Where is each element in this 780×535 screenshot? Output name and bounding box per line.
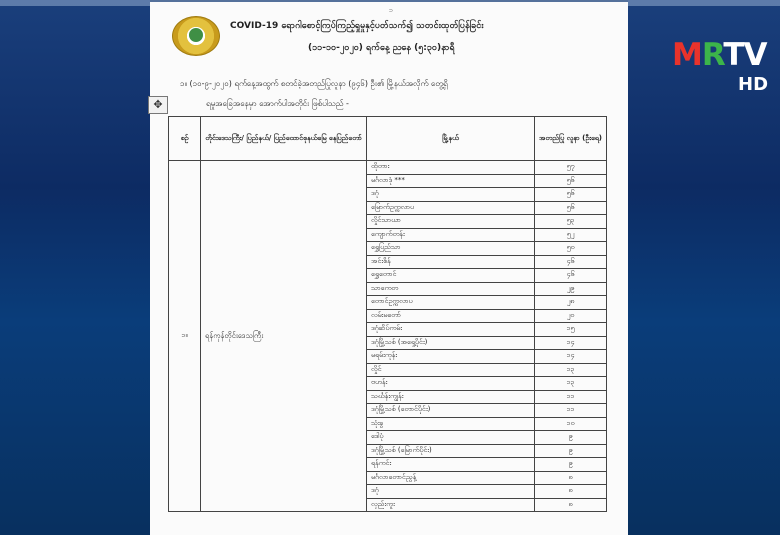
count-cell: ၁၄	[535, 350, 607, 364]
count-cell: ၁၀	[535, 417, 607, 431]
count-cell: ၁၃	[535, 363, 607, 377]
document-title-line1: COVID-19 ရောဂါစောင့်ကြပ်ကြည့်ရှုမှုနှင့်ပတ်သက်၍ သတင်းထုတ်ပြန်ခြင်း	[230, 21, 484, 31]
township-cell: ဗဟန်း	[367, 377, 535, 391]
township-cell: မင်္ဂလာတောင်ညွန့်	[367, 471, 535, 485]
township-cell: အင်းစိန်	[367, 255, 535, 269]
count-cell: ၁၁	[535, 390, 607, 404]
intro-paragraph-line1: ၁။ (၁၀-၉-၂၀၂၀) ရက်နေ့အထွက် စတင်ခဲ့အတည်ပြုလူနာ (၉၄၆) ဦး၏ မြို့နယ်အလိုက် တွေ့ရှိ	[180, 79, 448, 88]
count-cell: ၅၆	[535, 174, 607, 188]
table-row	[169, 161, 607, 175]
header-region: တိုင်းဒေသကြီး/ ပြည်နယ်/ ပြည်ထောင်စုနယ်မြေ နေပြည်တော်	[201, 117, 367, 161]
row-index: ၁။	[169, 161, 201, 512]
move-icon[interactable]: ✥	[148, 96, 168, 114]
count-cell: ၄၆	[535, 255, 607, 269]
table-header-row	[169, 117, 607, 161]
count-cell: ၂၈	[535, 296, 607, 310]
township-cell: ဒေါပုံ	[367, 431, 535, 445]
header-no: စဉ်	[169, 117, 201, 161]
logo-letter-r: R	[701, 37, 724, 73]
township-cell: သင်္ဃန်းကျွန်း	[367, 390, 535, 404]
count-cell: ၁၄	[535, 336, 607, 350]
township-cell: မင်္ဂလာဒုံ ***	[367, 174, 535, 188]
township-cell: လမ်းမတော်	[367, 309, 535, 323]
township-cell: ဒဂုံမြို့သစ် (မြောက်ပိုင်း)	[367, 444, 535, 458]
township-case-table	[168, 116, 607, 512]
logo-letters-tv: TV	[723, 37, 767, 73]
mrtv-logo	[672, 37, 767, 73]
count-cell: ၅၀	[535, 242, 607, 256]
count-cell: ၈	[535, 498, 607, 512]
township-cell: သာကေတ	[367, 282, 535, 296]
township-cell: မြောက်ဥက္ကလာပ	[367, 201, 535, 215]
count-cell: ၄၆	[535, 269, 607, 283]
township-cell: ကျောက်တန်း	[367, 228, 535, 242]
count-cell: ၅၃	[535, 215, 607, 229]
logo-letter-m: M	[672, 37, 702, 73]
township-cell: ဒဂုံ	[367, 188, 535, 202]
table-body	[169, 161, 607, 512]
ministry-seal-icon	[172, 16, 220, 56]
count-cell: ၅၆	[535, 188, 607, 202]
count-cell: ၈	[535, 471, 607, 485]
township-cell: လှိုင်	[367, 363, 535, 377]
count-cell: ၉	[535, 431, 607, 445]
count-cell: ၉	[535, 444, 607, 458]
township-cell: ဒဂုံမြို့သစ် (အရှေ့ပိုင်း)	[367, 336, 535, 350]
count-cell: ၅၂	[535, 228, 607, 242]
background-left-panel	[0, 0, 150, 535]
header-count: အတည်ပြု လူနာ (ဦးရေ)	[535, 117, 607, 161]
township-cell: ဒဂုံ	[367, 485, 535, 499]
count-cell: ၁၅	[535, 323, 607, 337]
count-cell: ၅၇	[535, 161, 607, 175]
region-name: ရန်ကုန်တိုင်းဒေသကြီး	[201, 161, 367, 512]
township-cell: လှည်းကူး	[367, 498, 535, 512]
township-cell: တောင်ဥက္ကလာပ	[367, 296, 535, 310]
count-cell: ၈	[535, 485, 607, 499]
count-cell: ၂၉	[535, 282, 607, 296]
township-cell: သုံးခွ	[367, 417, 535, 431]
township-cell: လှိုင်သာယာ	[367, 215, 535, 229]
document-page	[150, 2, 628, 535]
intro-paragraph-line2: ရမှုအခြေအနေမှာ အောက်ပါအတိုင်း ဖြစ်ပါသည် -	[206, 99, 349, 108]
count-cell: ၁၃	[535, 377, 607, 391]
township-cell: ဒဂုံမြို့သစ် (တောင်ပိုင်း)	[367, 404, 535, 418]
count-cell: ၉	[535, 458, 607, 472]
township-cell: ရွှေတောင်	[367, 269, 535, 283]
township-cell: ရွှေပြည်သာ	[367, 242, 535, 256]
header-township: မြို့နယ်	[367, 117, 535, 161]
page-number: ၁	[389, 6, 393, 14]
township-cell: ဒဂုံဆိပ်ကမ်း	[367, 323, 535, 337]
document-title-line2: (၁၁-၁၀-၂၀၂၀) ရက်နေ့ ညနေ (၅:၃၀)နာရီ	[308, 43, 455, 53]
count-cell: ၁၁	[535, 404, 607, 418]
count-cell: ၅၆	[535, 201, 607, 215]
logo-hd-badge: HD	[738, 74, 769, 95]
count-cell: ၂၀	[535, 309, 607, 323]
township-cell: ထိုတား	[367, 161, 535, 175]
township-cell: ရန်ကင်း	[367, 458, 535, 472]
township-cell: မရမ်းကုန်း	[367, 350, 535, 364]
